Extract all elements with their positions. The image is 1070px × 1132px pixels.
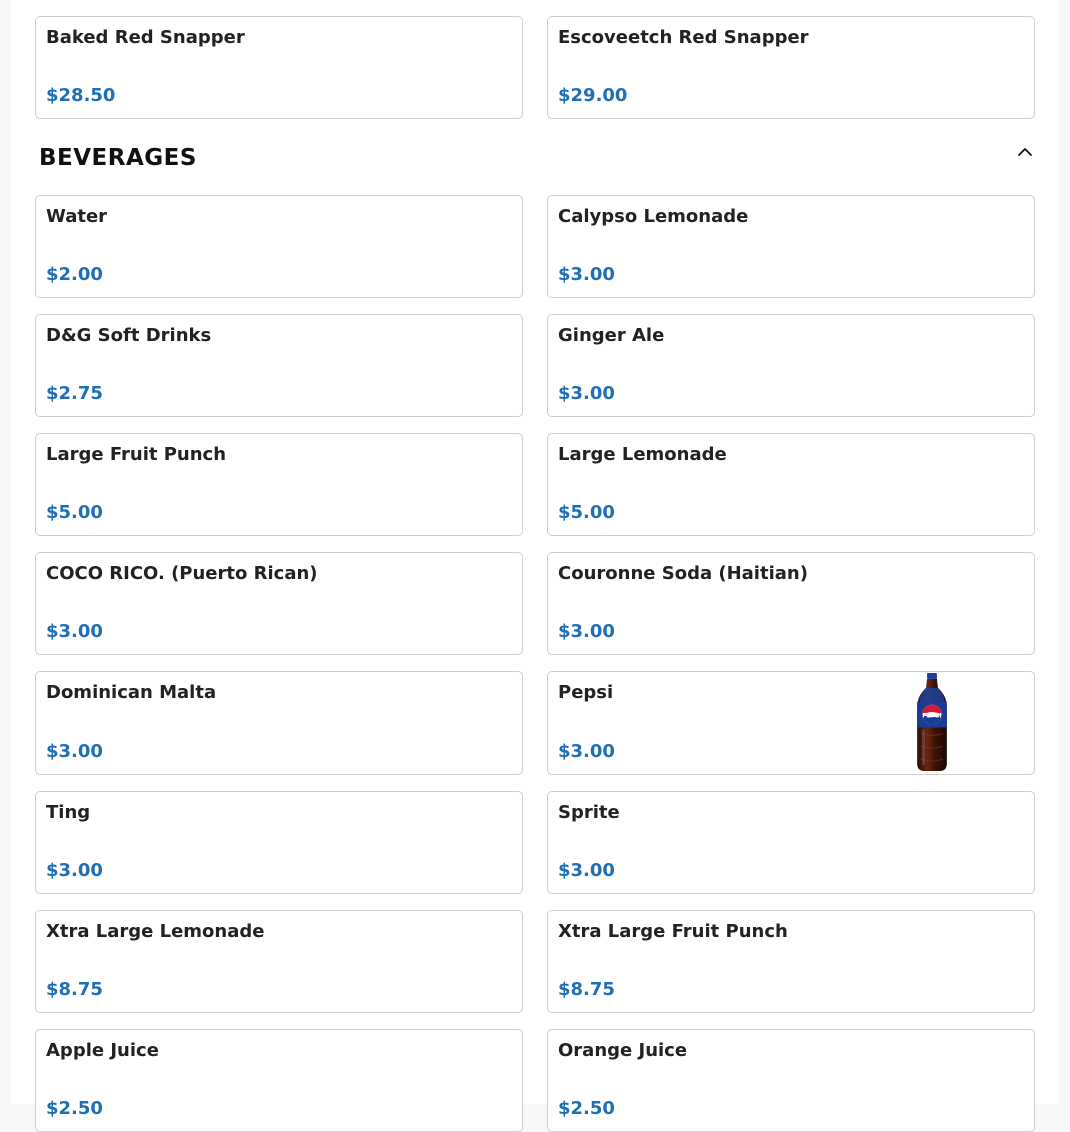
menu-item-price: $28.50: [46, 85, 116, 106]
menu-item-price: $29.00: [558, 85, 628, 106]
menu-item-price: $3.00: [46, 621, 103, 642]
menu-item-name: Baked Red Snapper: [46, 27, 245, 48]
menu-item-price: $8.75: [46, 979, 103, 1000]
menu-page: [11, 0, 1059, 1119]
menu-item-price: $2.75: [46, 383, 103, 404]
menu-item-name: Couronne Soda (Haitian): [558, 563, 808, 584]
menu-item-card[interactable]: [547, 195, 1035, 298]
menu-item-name: Ginger Ale: [558, 325, 665, 346]
menu-item-card[interactable]: [35, 910, 523, 1013]
menu-item-name: Orange Juice: [558, 1040, 688, 1061]
menu-item-name: Water: [46, 206, 108, 227]
menu-item-price: $2.50: [558, 1098, 615, 1119]
menu-item-price: $3.00: [558, 383, 615, 404]
menu-item-price: $5.00: [46, 502, 103, 523]
pepsi-bottle-image: [910, 672, 954, 773]
menu-item-price: $3.00: [558, 741, 615, 762]
svg-text:PEPSI: PEPSI: [922, 712, 942, 720]
menu-item-card[interactable]: [35, 314, 523, 417]
menu-item-card[interactable]: [547, 1029, 1035, 1132]
menu-item-card[interactable]: [547, 910, 1035, 1013]
menu-item-card[interactable]: [35, 791, 523, 894]
collapse-section-button[interactable]: [1015, 142, 1035, 162]
menu-item-name: Apple Juice: [46, 1040, 159, 1061]
menu-item-name: COCO RICO. (Puerto Rican): [46, 563, 318, 584]
menu-item-card[interactable]: [547, 314, 1035, 417]
menu-item-card[interactable]: [35, 433, 523, 536]
menu-item-price: $3.00: [46, 860, 103, 881]
menu-item-card[interactable]: [35, 195, 523, 298]
menu-item-card[interactable]: [547, 16, 1035, 119]
menu-item-name: Xtra Large Fruit Punch: [558, 921, 788, 942]
menu-item-card[interactable]: [35, 671, 523, 775]
menu-item-name: Large Lemonade: [558, 444, 727, 465]
menu-item-card[interactable]: [547, 791, 1035, 894]
menu-item-price: $5.00: [558, 502, 615, 523]
menu-item-price: $3.00: [46, 741, 103, 762]
menu-item-name: Escoveetch Red Snapper: [558, 27, 809, 48]
menu-item-card[interactable]: [35, 1029, 523, 1132]
menu-item-name: Sprite: [558, 802, 620, 823]
menu-item-card[interactable]: [35, 552, 523, 655]
menu-item-price: $2.50: [46, 1098, 103, 1119]
menu-item-price: $3.00: [558, 621, 615, 642]
menu-item-price: $2.00: [46, 264, 103, 285]
menu-item-price: $8.75: [558, 979, 615, 1000]
menu-item-price: $3.00: [558, 860, 615, 881]
menu-item-name: Ting: [46, 802, 91, 823]
menu-item-name: Calypso Lemonade: [558, 206, 749, 227]
chevron-up-icon: [1015, 142, 1035, 162]
menu-item-name: Xtra Large Lemonade: [46, 921, 265, 942]
menu-item-name: Large Fruit Punch: [46, 444, 227, 465]
section-title: BEVERAGES: [39, 145, 197, 171]
menu-item-card[interactable]: [35, 16, 523, 119]
menu-item-card[interactable]: [547, 552, 1035, 655]
menu-item-name: Pepsi: [558, 682, 614, 703]
menu-item-price: $3.00: [558, 264, 615, 285]
menu-item-name: D&G Soft Drinks: [46, 325, 212, 346]
menu-item-card[interactable]: [547, 671, 1035, 775]
menu-item-name: Dominican Malta: [46, 682, 217, 703]
menu-item-card[interactable]: [547, 433, 1035, 536]
